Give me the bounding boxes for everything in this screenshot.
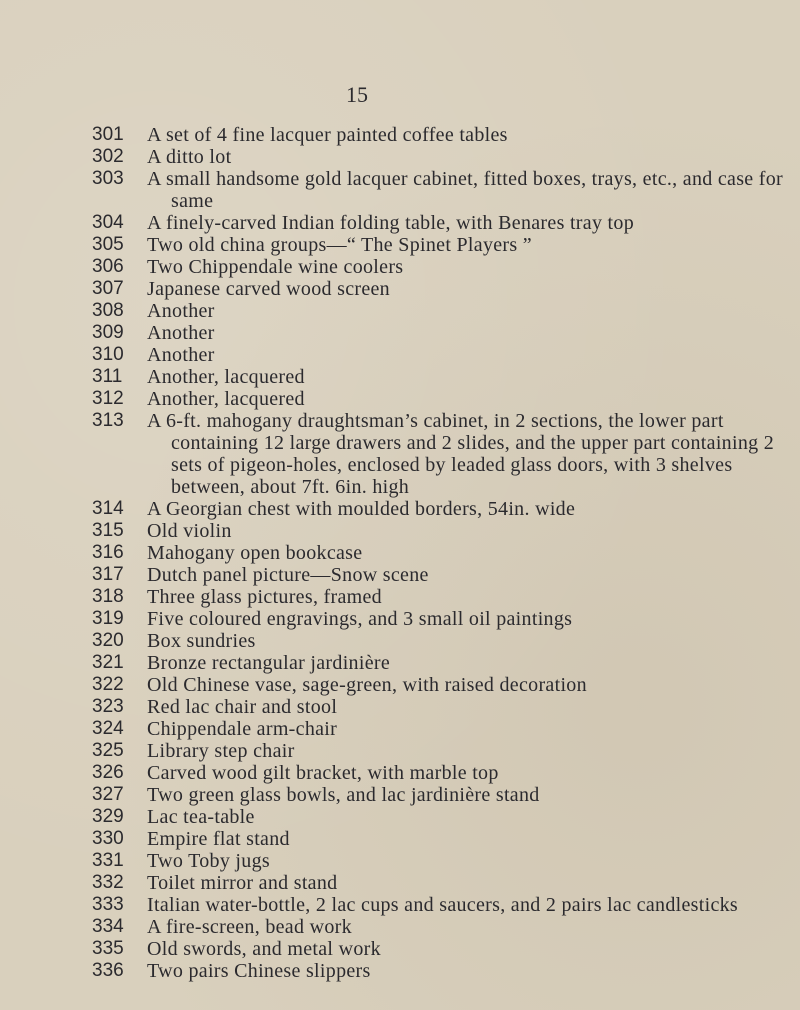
lot-entry: [0, 410, 800, 498]
lot-description: Two pairs Chinese slippers: [147, 960, 371, 982]
lot-number: 318: [92, 586, 124, 607]
lot-description: Box sundries: [147, 630, 256, 652]
lot-description: Toilet mirror and stand: [147, 872, 338, 894]
lot-number: 334: [92, 916, 124, 937]
lot-entry: [0, 520, 800, 542]
lot-number: 324: [92, 718, 124, 739]
lot-number: 329: [92, 806, 124, 827]
lot-entry: [0, 960, 800, 982]
lot-entry: [0, 586, 800, 608]
lot-description: A Georgian chest with moulded borders, 54in. wide: [147, 498, 576, 520]
lot-description: A fire-screen, bead work: [147, 916, 352, 938]
lot-description: Red lac chair and stool: [147, 696, 338, 718]
lot-description: Old violin: [147, 520, 232, 542]
lot-number: 330: [92, 828, 124, 849]
lot-number: 313: [92, 410, 124, 431]
lot-description: Another: [147, 344, 215, 366]
lot-entry: [0, 278, 800, 300]
lot-number: 303: [92, 168, 124, 189]
lot-entry: [0, 828, 800, 850]
lot-number: 326: [92, 762, 124, 783]
lot-entry: [0, 872, 800, 894]
lot-description: Carved wood gilt bracket, with marble top: [147, 762, 499, 784]
lot-number: 321: [92, 652, 124, 673]
lot-number: 317: [92, 564, 124, 585]
lot-number: 316: [92, 542, 124, 563]
lot-number: 312: [92, 388, 124, 409]
lot-description: Two green glass bowls, and lac jardinière stand: [147, 784, 540, 806]
lot-entry: [0, 652, 800, 674]
lot-entry: [0, 850, 800, 872]
lot-description: Another, lacquered: [147, 388, 305, 410]
lot-description: A ditto lot: [147, 146, 232, 168]
lot-number: 310: [92, 344, 124, 365]
lot-entry: [0, 146, 800, 168]
lot-entry: [0, 168, 800, 212]
lot-description: Lac tea-table: [147, 806, 255, 828]
lot-description: Two Toby jugs: [147, 850, 270, 872]
lot-entry: [0, 542, 800, 564]
lot-entry: [0, 916, 800, 938]
lot-entry: [0, 322, 800, 344]
lot-entry: [0, 366, 800, 388]
lot-number: 307: [92, 278, 124, 299]
lot-description: Bronze rectangular jardinière: [147, 652, 391, 674]
lot-entry: [0, 784, 800, 806]
lot-description: Japanese carved wood screen: [147, 278, 390, 300]
lot-entry: [0, 894, 800, 916]
lot-number: 319: [92, 608, 124, 629]
lot-entry: [0, 234, 800, 256]
lot-number: 302: [92, 146, 124, 167]
lot-description: Mahogany open bookcase: [147, 542, 363, 564]
lot-number: 311: [92, 366, 123, 387]
lot-entry: [0, 256, 800, 278]
lot-description: A 6-ft. mahogany draughtsman’s cabinet, in 2 sections, the lower part containing 12 large drawers and 2 slides, and the upper part containing 2 sets of pigeon-holes, enclosed by leaded glass doors, with 3 shelves between, about 7ft. 6in. high: [147, 410, 775, 498]
lot-number: 332: [92, 872, 124, 893]
lot-number: 335: [92, 938, 124, 959]
lot-entry: [0, 938, 800, 960]
lot-description: Library step chair: [147, 740, 295, 762]
lot-entry: [0, 806, 800, 828]
lot-description: Chippendale arm-chair: [147, 718, 338, 740]
lot-description: A small handsome gold lacquer cabinet, fitted boxes, trays, etc., and case for same: [147, 168, 783, 212]
lot-number: 325: [92, 740, 124, 761]
lot-entry: [0, 630, 800, 652]
lot-description: Another, lacquered: [147, 366, 305, 388]
lot-list: [0, 124, 800, 982]
lot-description: Another: [147, 322, 215, 344]
lot-number: 322: [92, 674, 124, 695]
lot-entry: [0, 124, 800, 146]
lot-number: 314: [92, 498, 124, 519]
lot-entry: [0, 564, 800, 586]
lot-entry: [0, 696, 800, 718]
lot-entry: [0, 300, 800, 322]
lot-description: A set of 4 fine lacquer painted coffee tables: [147, 124, 508, 146]
lot-description: Empire flat stand: [147, 828, 290, 850]
lot-description: Another: [147, 300, 215, 322]
lot-entry: [0, 608, 800, 630]
lot-number: 301: [92, 124, 124, 145]
lot-description: Dutch panel picture—Snow scene: [147, 564, 429, 586]
lot-entry: [0, 674, 800, 696]
lot-description: Three glass pictures, framed: [147, 586, 382, 608]
lot-number: 320: [92, 630, 124, 651]
lot-number: 331: [92, 850, 124, 871]
lot-description: Italian water-bottle, 2 lac cups and saucers, and 2 pairs lac candlesticks: [147, 894, 739, 916]
lot-entry: [0, 718, 800, 740]
lot-number: 336: [92, 960, 124, 981]
lot-number: 309: [92, 322, 124, 343]
lot-number: 308: [92, 300, 124, 321]
lot-description: A finely-carved Indian folding table, with Benares tray top: [147, 212, 634, 234]
lot-number: 323: [92, 696, 124, 717]
lot-number: 327: [92, 784, 124, 805]
lot-description: Two old china groups—“ The Spinet Players ”: [147, 234, 532, 256]
lot-entry: [0, 740, 800, 762]
lot-number: 315: [92, 520, 124, 541]
lot-number: 304: [92, 212, 124, 233]
lot-entry: [0, 212, 800, 234]
lot-number: 305: [92, 234, 124, 255]
lot-entry: [0, 344, 800, 366]
lot-number: 333: [92, 894, 124, 915]
lot-entry: [0, 498, 800, 520]
lot-description: Two Chippendale wine coolers: [147, 256, 404, 278]
lot-number: 306: [92, 256, 124, 277]
page-number: 15: [346, 82, 368, 107]
lot-description: Old Chinese vase, sage-green, with raised decoration: [147, 674, 587, 696]
lot-entry: [0, 388, 800, 410]
lot-description: Five coloured engravings, and 3 small oil paintings: [147, 608, 573, 630]
lot-description: Old swords, and metal work: [147, 938, 381, 960]
lot-entry: [0, 762, 800, 784]
